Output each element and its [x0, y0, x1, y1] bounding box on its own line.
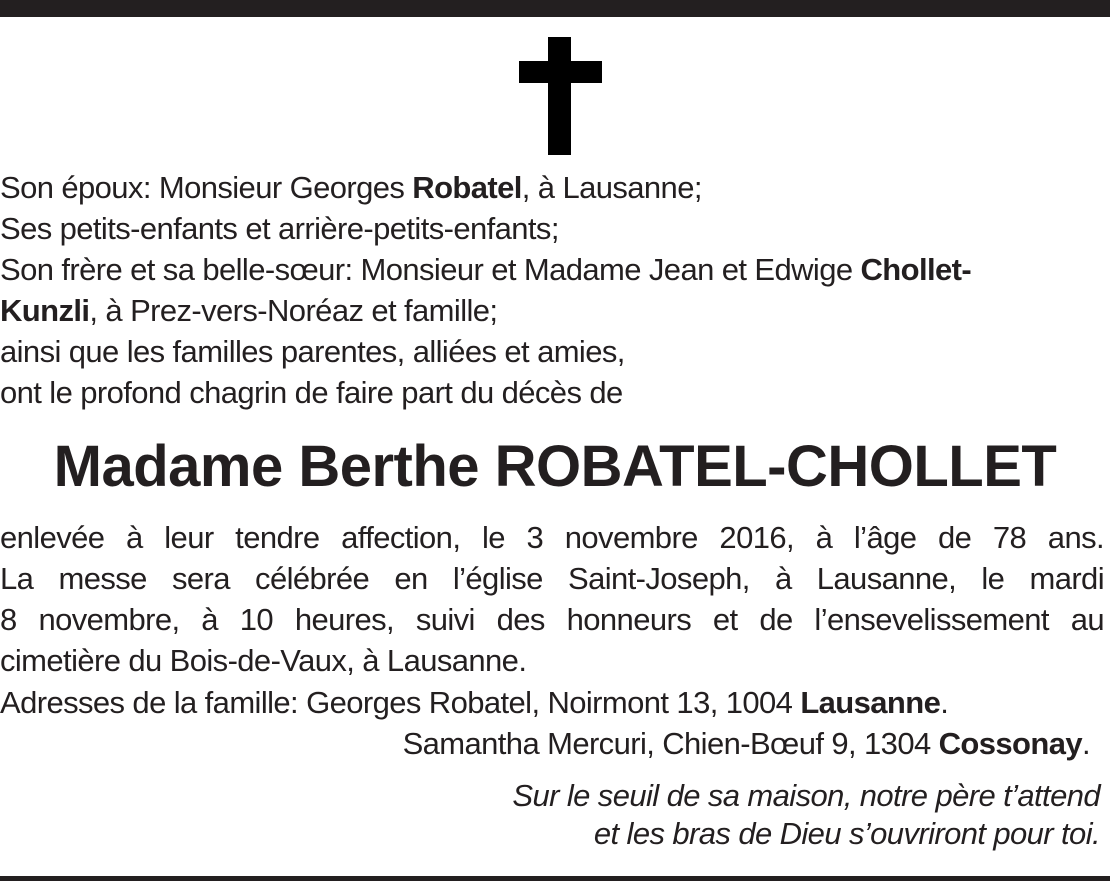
- address-2-street: Samantha Mercuri, Chien-Bœuf 9, 1304: [402, 726, 939, 761]
- sibling-line: [0, 249, 1104, 290]
- address-1-city: Lausanne: [800, 685, 941, 720]
- deceased-name: Madame Berthe ROBATEL-CHOLLET: [53, 434, 1057, 499]
- sibling-surname-part1: Chollet-: [860, 252, 972, 287]
- bottom-border-rule: [0, 876, 1110, 881]
- spouse-text: Son époux: Monsieur Georges: [0, 170, 413, 205]
- sibling-line-continued: [0, 290, 1104, 331]
- cross-icon: [519, 37, 602, 155]
- mass-line: La messe sera célébrée en l’église Saint-Joseph, à Lausanne, le mardi: [0, 561, 1104, 596]
- death-date-line: enlevée à leur tendre affection, le 3 novembre 2016, à l’âge de 78 ans.: [0, 520, 1104, 555]
- verse-line-2: et les bras de Dieu s’ouvriront pour toi.: [593, 816, 1100, 851]
- address-2-period: .: [1081, 726, 1090, 761]
- closing-verse: [0, 777, 1100, 853]
- sibling-surname-part2: Kunzli: [0, 293, 90, 328]
- cross-horizontal-bar: [519, 61, 602, 83]
- verse-line-1: Sur le seuil de sa maison, notre père t’attend: [512, 778, 1100, 813]
- death-details: [0, 517, 1104, 681]
- announcement-line: ont le profond chagrin de faire part du décès de: [0, 375, 623, 410]
- cemetery-line: cimetière du Bois-de-Vaux, à Lausanne.: [0, 643, 527, 678]
- address-1-period: .: [940, 685, 949, 720]
- sibling-text: Son frère et sa belle-sœur: Monsieur et Madame Jean et Edwige: [0, 252, 861, 287]
- address-1-street: Georges Robatel, Noirmont 13, 1004: [306, 685, 801, 720]
- family-announcement: [0, 167, 1104, 413]
- relatives-line: ainsi que les familles parentes, alliées et amies,: [0, 334, 625, 369]
- address-2-city: Cossonay: [938, 726, 1082, 761]
- address-line-1: [0, 682, 1090, 723]
- grandchildren-line: Ses petits-enfants et arrière-petits-enfants;: [0, 211, 559, 246]
- cross-vertical-bar: [548, 37, 571, 155]
- spouse-surname: Robatel: [412, 170, 522, 205]
- spouse-place: , à Lausanne;: [521, 170, 702, 205]
- spouse-line: [0, 167, 1104, 208]
- address-line-2: [0, 723, 1090, 764]
- top-border-rule: [0, 0, 1110, 17]
- addresses-label: Adresses de la famille:: [0, 685, 307, 720]
- mass-time-line: 8 novembre, à 10 heures, suivi des honneurs et de l’ensevelissement au: [0, 602, 1104, 637]
- sibling-place: , à Prez-vers-Noréaz et famille;: [89, 293, 498, 328]
- family-addresses: [0, 682, 1090, 764]
